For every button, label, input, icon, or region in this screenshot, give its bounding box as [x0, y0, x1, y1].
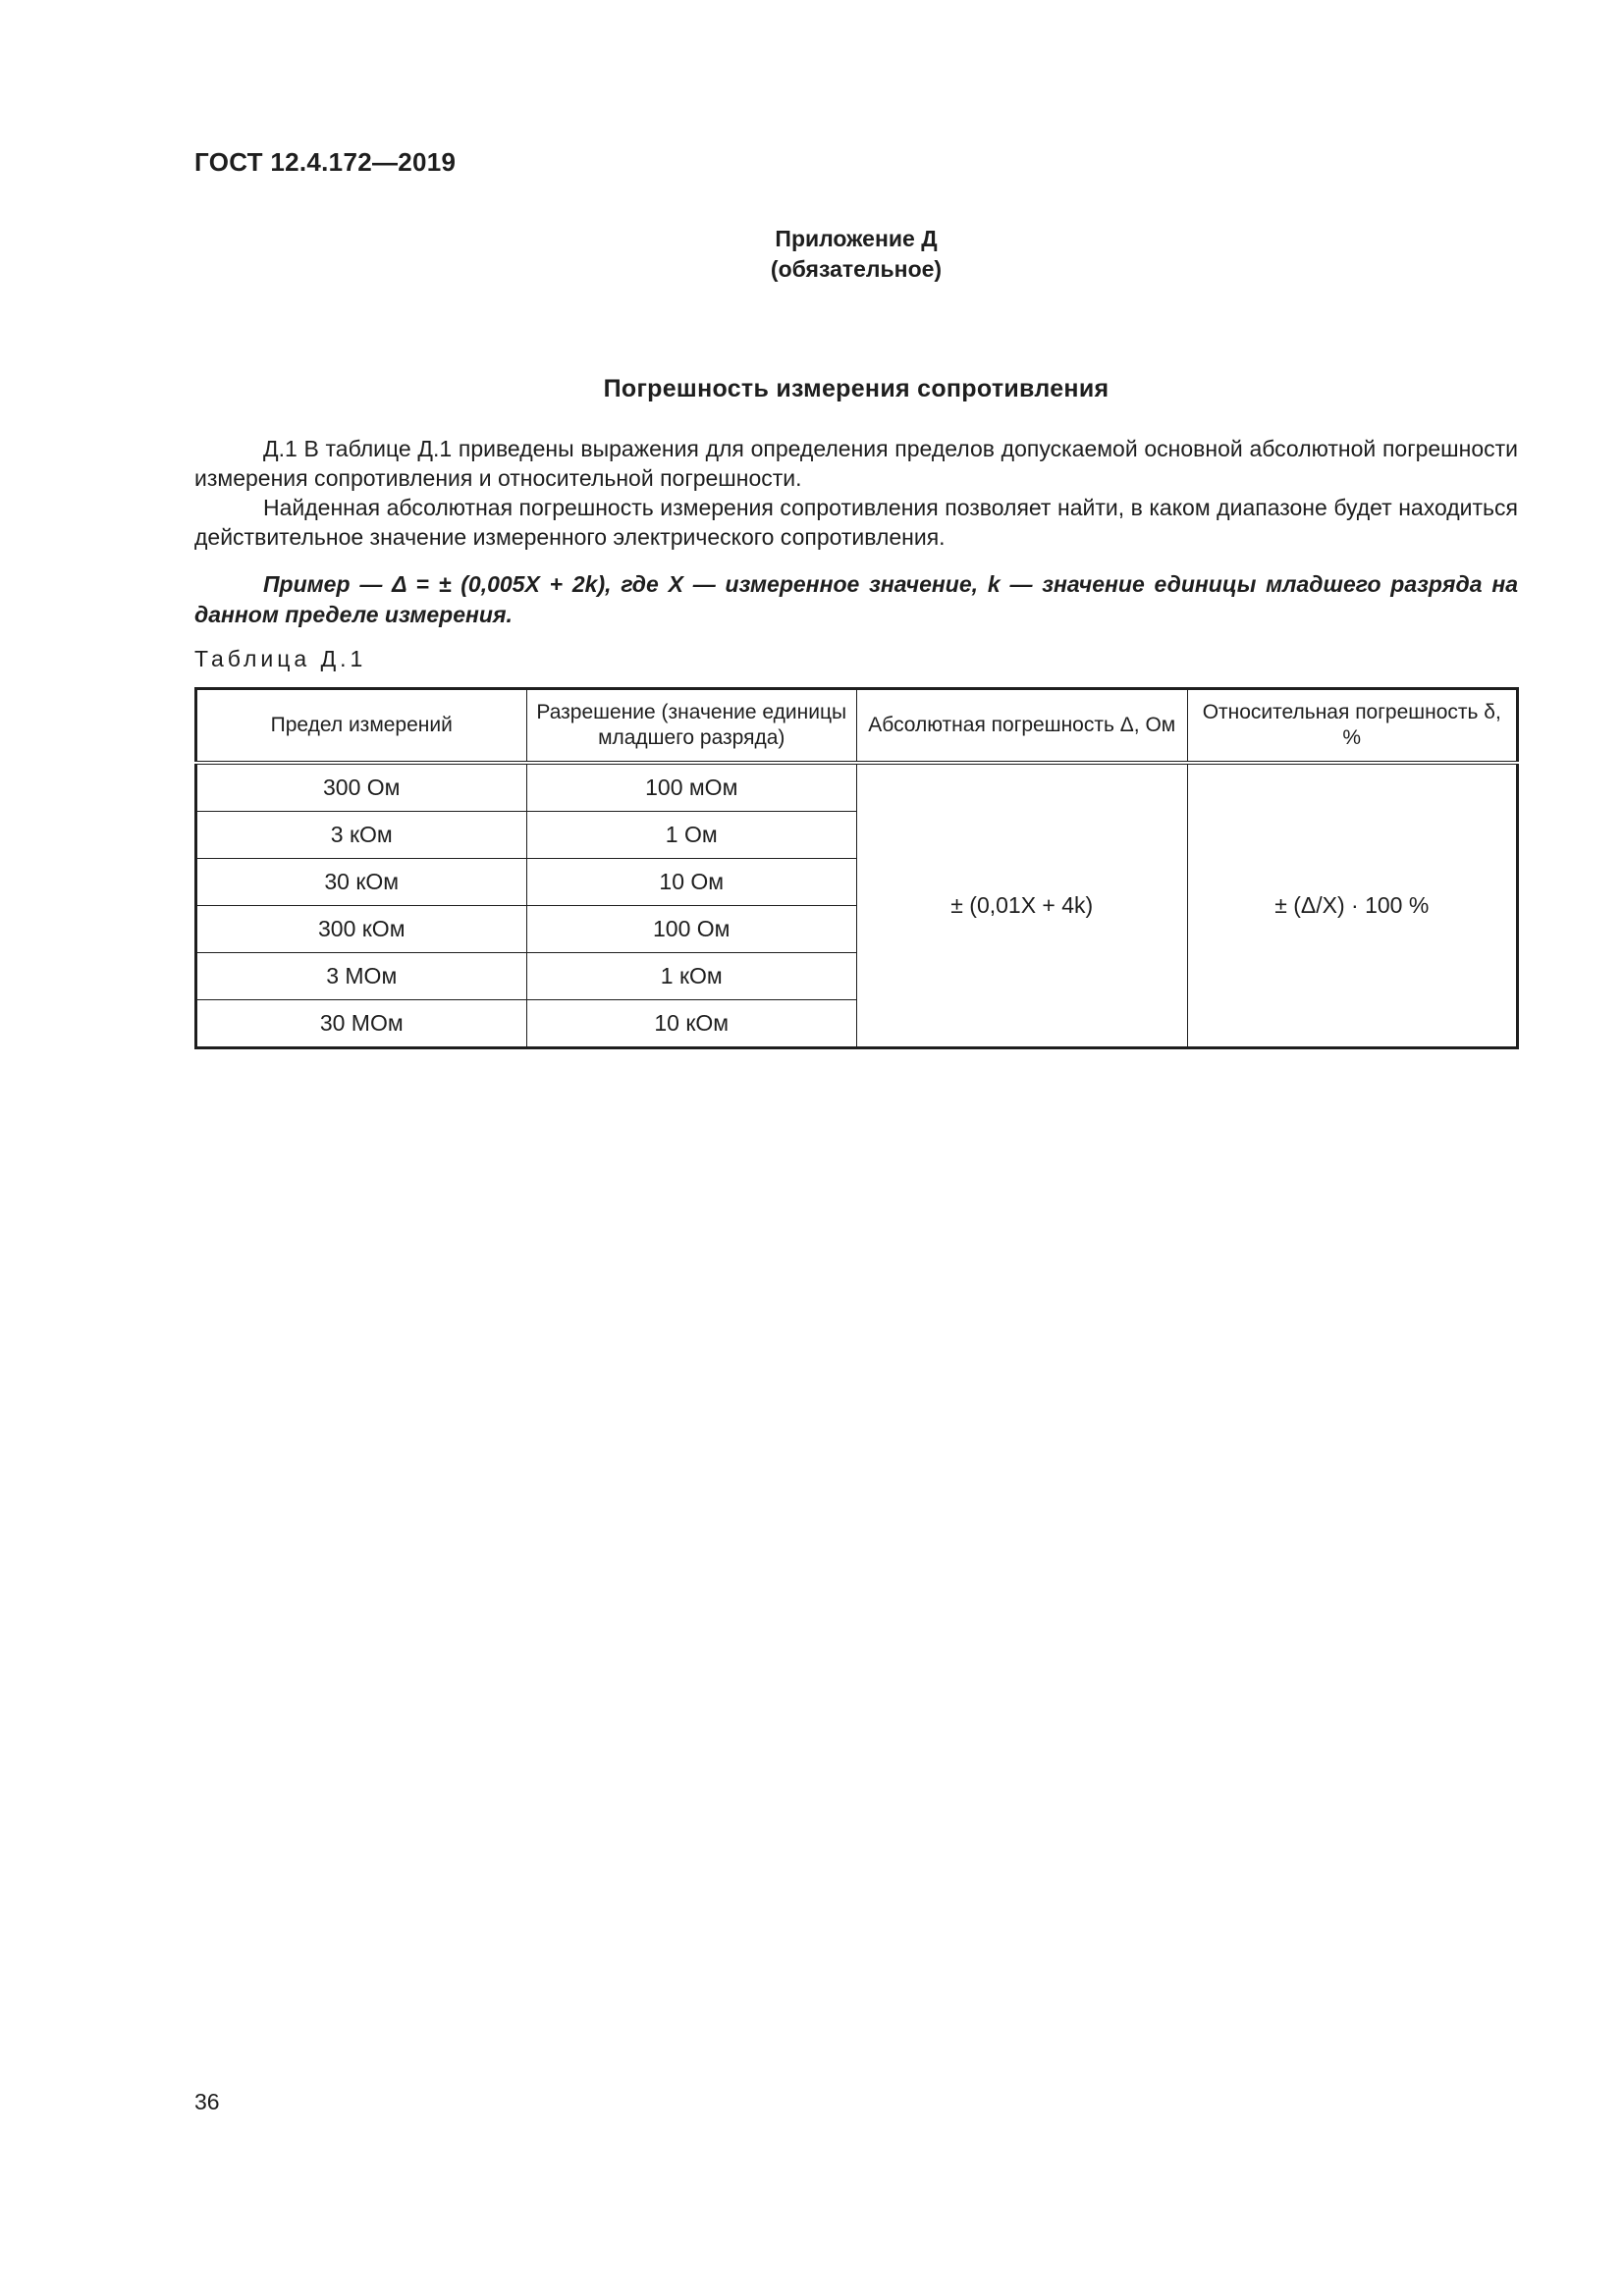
example-note: Пример — Δ = ± (0,005X + 2k), где X — измеренное значение, k — значение единицы младшего разряда на данном пределе измерения.: [194, 571, 1518, 627]
resistance-error-table: [194, 687, 1519, 1049]
section-title: Погрешность измерения сопротивления: [603, 375, 1110, 402]
header-abs-error: Абсолютная погрешность Δ, Ом: [857, 689, 1188, 764]
document-code: ГОСТ 12.4.172—2019: [194, 147, 457, 177]
cell-resolution: 1 кОм: [526, 953, 857, 1000]
table-header-row: [196, 689, 1518, 764]
appendix-heading: [194, 224, 1518, 285]
cell-rel-error: ± (Δ/X) · 100 %: [1187, 763, 1518, 1048]
cell-range: 3 кОм: [196, 812, 527, 859]
paragraph-1: Д.1 В таблице Д.1 приведены выражения для определения пределов допускаемой основной абсолютной погрешности измерения сопротивления и относительной погрешности.: [194, 436, 1518, 491]
appendix-title: Приложение Д: [775, 226, 938, 251]
page-number: 36: [194, 2089, 220, 2114]
cell-range: 30 МОм: [196, 1000, 527, 1048]
cell-resolution: 100 Ом: [526, 906, 857, 953]
cell-resolution: 1 Ом: [526, 812, 857, 859]
cell-range: 30 кОм: [196, 859, 527, 906]
header-resolution: Разрешение (значение единицы младшего разряда): [526, 689, 857, 764]
paragraph-2: Найденная абсолютная погрешность измерения сопротивления позволяет найти, в каком диапазоне будет находиться действительное значение измеренного электрического сопротивления.: [194, 495, 1518, 550]
cell-resolution: 100 мОм: [526, 763, 857, 812]
table-caption: Таблица Д.1: [194, 646, 367, 671]
cell-range: 300 кОм: [196, 906, 527, 953]
cell-range: 3 МОм: [196, 953, 527, 1000]
header-rel-error: Относительная погрешность δ, %: [1187, 689, 1518, 764]
table-row: [196, 763, 1518, 812]
cell-resolution: 10 кОм: [526, 1000, 857, 1048]
header-range: Предел измерений: [196, 689, 527, 764]
body-text: [194, 434, 1518, 552]
cell-resolution: 10 Ом: [526, 859, 857, 906]
cell-abs-error: ± (0,01X + 4k): [857, 763, 1188, 1048]
cell-range: 300 Ом: [196, 763, 527, 812]
appendix-status: (обязательное): [770, 256, 943, 282]
